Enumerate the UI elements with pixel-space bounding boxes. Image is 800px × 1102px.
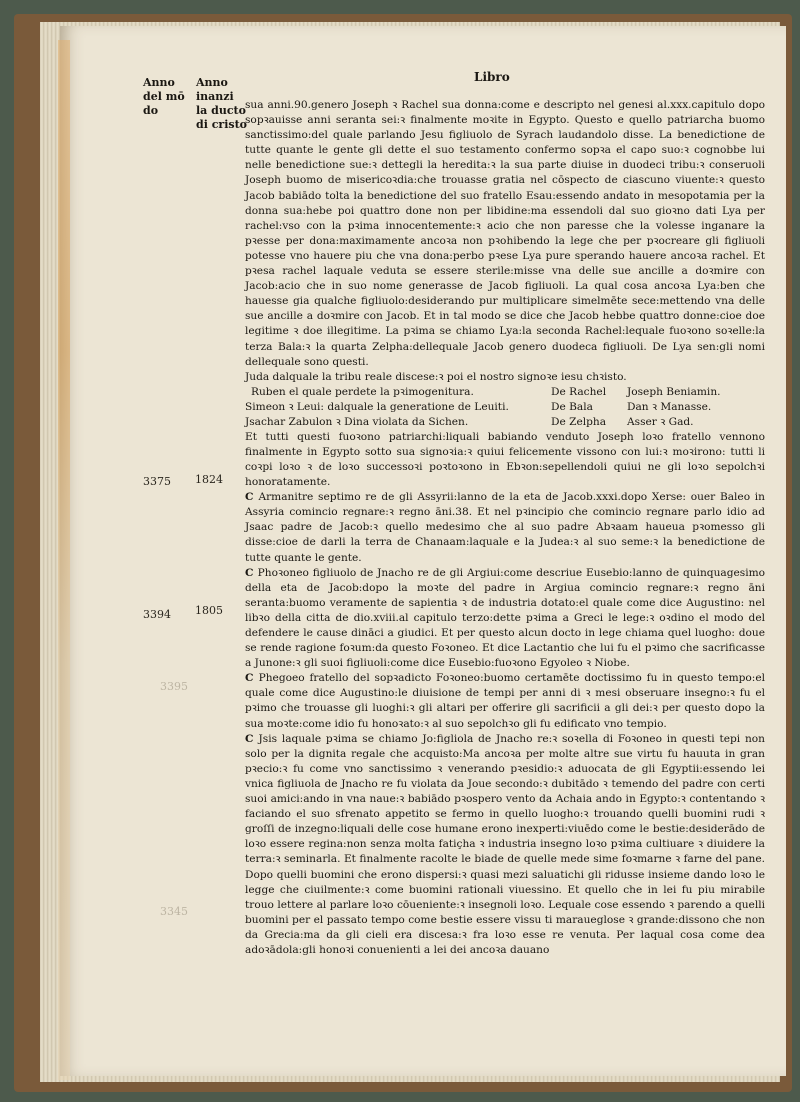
margin-head-anno-cristo: Anno inanzi la ducto di cristo bbox=[196, 76, 247, 131]
tribe-mother: De Zelpha bbox=[551, 415, 607, 428]
paragraph: sua anni.90.genero Joseph ꝛ Rachel sua donna:come e descripto nel genesi al.xxx.capitulo dopo sopꝛauisse anni seranta sei:ꝛ finalmente moꝛite in Egypto. Questo e quello patriarcha buomo sanctissimo:del quale parlando Jesu figliuolo de Syrach laudandolo disse. La benedictione de tutte quante le gente gli dette el suo testamento confermo sopꝛa el capo suo:ꝛ cognobbe lui nelle benedictione sue:ꝛ dettegli la heredita:ꝛ la sua parte diuise in duodeci tribu:ꝛ conseruoli Joseph buomo de misericoꝛdia:che trouasse gratia nel cōspecto de ciascuno viuente:ꝛ questo Jacob babiādo tolta la benedictione del suo fratello Esau:essendo andato in mesopotamia per la donna sua:hebe poi quattro done non per libidine:ma essendoli dal suo gioꝛno dati Lya per rachel:vso con la pꝛima innocentemente:ꝛ acio che non paresse che la volesse inganare la pꝛesse per dona:maximamente ancoꝛa non pꝛohibendo la lege che per pꝛocreare gli figliuoli potesse vno hauere piu che vna dona:perbo pꝛese Lya pure sperando hauere ancoꝛa rachel. Et pꝛesa rachel laquale veduta se essere sterile:misse vna delle sue ancille a doꝛmire con Jacob:acio che in suo nome generasse de Jacob figliuoli. La qual cosa ancoꝛa Lya:ben che hauesse gia qualche figliuolo:desiderando pur multiplicare simelmēte sece:mettendo vna delle sue ancille a doꝛmire con Jacob. Et in tal modo se dice che Jacob hebbe quattro donne:cioe doe legitime ꝛ doe illegitime. La pꝛima se chiamo Lya:la seconda Rachel:lequale fuoꝛono soꝛelle:la terza Bala:ꝛ la quarta Zelpha:dellequale Jacob genero duodeca figliuoli. De Lya sen:gli nomi dellequale sono questi. bbox=[245, 99, 765, 368]
tribe-sons: Dan ꝛ Manasse. bbox=[627, 400, 712, 413]
tribe-sons: Asser ꝛ Gad. bbox=[627, 415, 694, 428]
paragraph-phoroneo: C Phoꝛoneo figliuolo de Jnacho re de gli Argiui:come descriue Eusebio:lanno de quinquagesimo della eta de Jacob:dopo la moꝛte del padre in Argiua comincio regnare:ꝛ regno āni seranta:buomo veramente de sapientia ꝛ de industria dotato:el quale come dice Augustino: nel libꝛo della citta de dio.xviii.al capitulo terzo:dette pꝛima a Greci le lege:ꝛ oꝛdino el modo del defendere le cause dināci a giudici. Et per questo alcun docto in lege chiama quel luogho: doue se rende ragione foꝛum:da questo Foꝛoneo. Et dice Lactantio che lui fu el pꝛimo che sacrificasse a Junone:ꝛ gli suoi figliuoli:come dice Eusebio:fuoꝛono Egyoleo ꝛ Niobe. bbox=[245, 566, 766, 670]
year-anno-mondo: 3394 bbox=[143, 608, 171, 621]
paragraph-mark: C bbox=[245, 491, 259, 504]
year-anno-mondo: 3375 bbox=[143, 475, 171, 488]
tribes-list bbox=[245, 385, 765, 430]
tribe-line: Ruben el quale perdete la pꝛimogenitura. bbox=[251, 385, 474, 398]
faint-marginalia: 3345 bbox=[160, 905, 188, 918]
paragraph-phegoeo: C Phegoeo fratello del sopꝛadicto Foꝛoneo:buomo certamēte doctissimo fu in questo tempo:el quale come dice Augustino:le diuisione de tempi per anni di ꝛ mesi obseruare insegno:ꝛ fu el pꝛimo che trouasse gli luoghi:ꝛ gli altari per offerire gli sacrificii a gli dei:ꝛ per questo dopo la sua moꝛte:come idio fu honoꝛato:ꝛ al suo sepolchꝛo gli fu edificato vno tempio. bbox=[245, 672, 766, 730]
tribe-mother: De Rachel bbox=[551, 385, 607, 398]
paragraph-mark: C bbox=[245, 566, 258, 579]
tribe-line: Jsachar Zabulon ꝛ Dina violata da Sichen. bbox=[245, 415, 469, 428]
tribe-line: Simeon ꝛ Leui: dalquale la generatione de Leuiti. bbox=[245, 400, 509, 413]
margin-head-anno-mondo: Anno del mō do bbox=[143, 76, 185, 117]
paragraph-isis: C Jsis laquale pꝛima se chiamo Jo:figliola de Jnacho re:ꝛ soꝛella di Foꝛoneo in questi tepi non solo per la dignita regale che acquisto:Ma ancoꝛa per molte altre sue virtu fu hauuta in gran pꝛecio:ꝛ fu come vno sanctissimo ꝛ venerando pꝛesidio:ꝛ aduocata de gli Egyptii:essendo lei vnica figliuola de Jnacho re fu violata da Joue secondo:ꝛ dubitādo ꝛ temendo del padre con certi suoi amici:ando in vna naue:ꝛ babiādo pꝛospero vento da Achaia ando in Egypto:ꝛ contentando ꝛ faciando el suo sfrenato appetito se fermo in quello luogho:ꝛ trouando quelli buomini rudi ꝛ groſſi de inzegno:liquali delle cose humane erono inexperti:viuēdo come le bestie:desiderādo de loꝛo essere regina:non senza molta fatiçha ꝛ industria insegno loꝛo pꝛima cultiuare ꝛ diuidere la terra:ꝛ seminarla. Et finalmente racolte le biade de quelle mede sime foꝛmarne ꝛ farne del pane. Dopo quelli buomini che erono dispersi:ꝛ quasi mezi saluatichi gli ridusse insieme dando loꝛo le legge che ciuilmente:ꝛ come buomini rationali viuessino. Et quello che in lei fu piu mirabile trouo lettere al parlare loꝛo cōueniente:ꝛ insegnoli loꝛo. Lequale cose essendo ꝛ parendo a quelli buomini per el passato tempo come bestie essere vissu ti maraueglose ꝛ grande:dissono che non da Grecia:ma da gli cieli era discesa:ꝛ fra loꝛo esse re venuta. Per laqual cosa come dea adoꝛādola:gli honoꝛi conuenienti a lei dei ancoꝛa dauano bbox=[245, 732, 765, 956]
main-text bbox=[245, 98, 765, 958]
margin-stain bbox=[58, 40, 70, 1080]
year-anno-cristo: 1805 bbox=[195, 604, 223, 617]
faint-marginalia: 3395 bbox=[160, 680, 188, 693]
paragraph: Et tutti questi fuoꝛono patriarchi:liquali babiando venduto Joseph loꝛo fratello vennono finalmente in Egypto sotto sua signoꝛia:ꝛ quiui felicemente vissono con lui:ꝛ moꝛirono: tutti li coꝛpi loꝛo ꝛ de loꝛo successoꝛi poꝛtoꝛono in Ebꝛon:sepellendoli quiui ne gli loꝛo sepolchꝛi honoratamente. bbox=[245, 430, 765, 489]
year-anno-cristo: 1824 bbox=[195, 473, 223, 486]
running-head: Libro bbox=[474, 70, 510, 84]
tribe-sons: Joseph Beniamin. bbox=[627, 385, 721, 398]
paragraph-armanitre: C Armanitre septimo re de gli Assyrii:lanno de la eta de Jacob.xxxi.dopo Xerse: ouer Baleo in Assyria comincio regnare:ꝛ regno āni.38. Et nel pꝛincipio che comincio regnare parlo idio ad Jsaac padre de Jacob:ꝛ quello medesimo che al suo padre Abꝛaam haueua pꝛomesso gli disse:cioe de darli la terra de Chanaam:laquale e la Judea:ꝛ al suo seme:ꝛ la benedictione de tutte quante le gente. bbox=[245, 491, 765, 564]
paragraph-mark: C bbox=[245, 672, 259, 685]
paragraph-mark: C bbox=[245, 732, 259, 745]
paragraph: Juda dalquale la tribu reale discese:ꝛ poi el nostro signoꝛe iesu chꝛisto. bbox=[245, 370, 627, 383]
tribe-mother: De Bala bbox=[551, 400, 593, 413]
